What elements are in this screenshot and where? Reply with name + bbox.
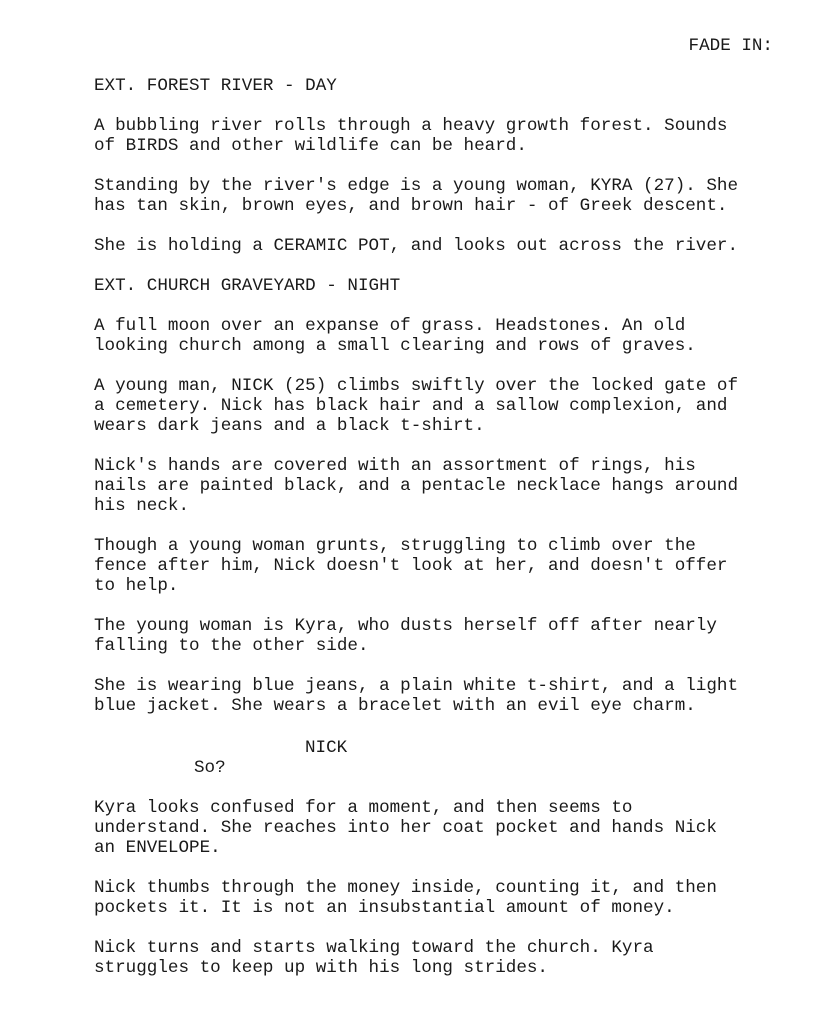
action-line: has tan skin, brown eyes, and brown hair - of Greek descent.: [94, 196, 728, 216]
scene-heading-forest-river: EXT. FOREST RIVER - DAY: [94, 76, 337, 96]
action-line: nails are painted black, and a pentacle necklace hangs around: [94, 476, 739, 496]
action-line: She is wearing blue jeans, a plain white t-shirt, and a light: [94, 676, 739, 696]
action-line: a cemetery. Nick has black hair and a sallow complexion, and: [94, 396, 728, 416]
action-line: A full moon over an expanse of grass. Headstones. An old: [94, 316, 686, 336]
action-line: of BIRDS and other wildlife can be heard.: [94, 136, 527, 156]
action-line: fence after him, Nick doesn't look at her, and doesn't offer: [94, 556, 728, 576]
dialogue-text: So?: [194, 758, 226, 778]
action-line: struggles to keep up with his long strides.: [94, 958, 548, 978]
action-line: looking church among a small clearing and rows of graves.: [94, 336, 696, 356]
action-line: wears dark jeans and a black t-shirt.: [94, 416, 485, 436]
action-line: pockets it. It is not an insubstantial amount of money.: [94, 898, 675, 918]
action-line: understand. She reaches into her coat pocket and hands Nick: [94, 818, 717, 838]
action-line: Nick's hands are covered with an assortment of rings, his: [94, 456, 696, 476]
action-line: The young woman is Kyra, who dusts herself off after nearly: [94, 616, 717, 636]
action-line: Though a young woman grunts, struggling to climb over the: [94, 536, 696, 556]
action-line: A young man, NICK (25) climbs swiftly over the locked gate of: [94, 376, 739, 396]
action-line: blue jacket. She wears a bracelet with an evil eye charm.: [94, 696, 696, 716]
dialogue-character-name: NICK: [305, 738, 348, 758]
action-line: to help.: [94, 576, 179, 596]
action-line: A bubbling river rolls through a heavy growth forest. Sounds: [94, 116, 728, 136]
transition-fade-in: FADE IN:: [688, 36, 773, 56]
action-line: She is holding a CERAMIC POT, and looks out across the river.: [94, 236, 739, 256]
action-line: an ENVELOPE.: [94, 838, 221, 858]
action-line: falling to the other side.: [94, 636, 369, 656]
action-line: Standing by the river's edge is a young woman, KYRA (27). She: [94, 176, 739, 196]
action-line: Kyra looks confused for a moment, and then seems to: [94, 798, 633, 818]
action-line: Nick turns and starts walking toward the church. Kyra: [94, 938, 654, 958]
scene-heading-church-graveyard: EXT. CHURCH GRAVEYARD - NIGHT: [94, 276, 401, 296]
action-line: his neck.: [94, 496, 190, 516]
action-line: Nick thumbs through the money inside, counting it, and then: [94, 878, 717, 898]
